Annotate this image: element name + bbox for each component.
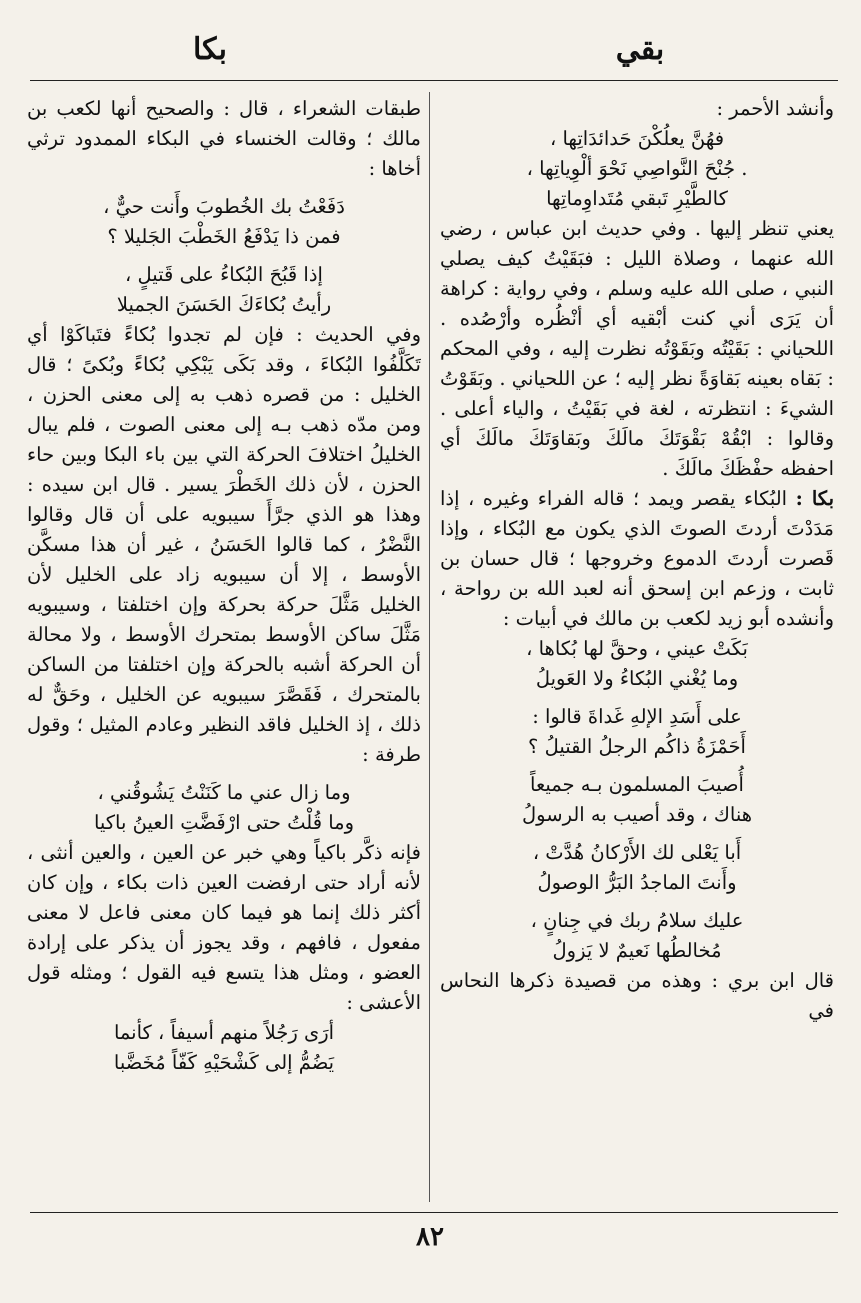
verse-line: على أَسَدِ الإلهِ غَداةَ قالوا : — [532, 705, 742, 728]
entry-text: البُكاء يقصر ويمد ؛ قاله الفراء وغيره ، إذا مَدَدْتَ أردتَ الصوتَ الذي يكون مع البُكاء ، وإذا قَصرت أردتَ الدموع وخروجها ؛ قال حسان بن ثابت ، وزعم ابن إسحق أنه لعبد الله بن رواحة ، وأنشده أبو زيد لكعب بن مالك في أبيات : — [440, 487, 834, 630]
verse-line: أُصيبَ المسلمون بـه جميعاً — [530, 773, 744, 796]
entry-paragraph — [440, 484, 834, 634]
verse-line: عليك سلامُ ربك في جِنانٍ ، — [530, 909, 744, 932]
verse-line: رأيتُ بُكاءَكَ الحَسَنَ الجميلا — [116, 293, 332, 316]
verse-line: أرَى رَجُلاً منهم أسيفاً ، كأنما — [113, 1021, 335, 1044]
entry-headword: بكا : — [795, 487, 834, 510]
verse-line: هناك ، وقد أصيب به الرسولُ — [521, 803, 753, 826]
verse-line: وما يُغْني البُكاءُ ولا العَويلُ — [535, 667, 739, 690]
verse-line: بَكَتْ عيني ، وحقَّ لها بُكاها ، — [526, 637, 748, 660]
verse-line: يَضُمُّ إلى كَشْحَيْهِ كَفّاً مُخَضَّبا — [113, 1051, 335, 1074]
verse-line: وأَنتَ الماجدُ البَرُّ الوصولُ — [537, 871, 737, 894]
verse-line: مُخالطُها نَعيمٌ لا يَزولُ — [552, 939, 722, 962]
verse-line: فهُنَّ يعلُكْنَ حَدائدَاتِها ، — [549, 127, 725, 150]
header-left-word: بكا — [192, 32, 228, 67]
verse-line: دَفَعْتُ بك الخُطوبَ وأَنت حيٌّ ، — [103, 195, 345, 218]
verse-line: أَبا يَعْلى لك الأَرْكانُ هُدَّتْ ، — [532, 841, 742, 864]
column-divider — [429, 92, 430, 1202]
prose-paragraph: فإنه ذكَّر باكياً وهي خبر عن العين ، والعين أنثى ، لأنه أراد حتى ارفضت العين ذات بكاء ، وإن كان أكثر ذلك إنما هو فيما كان معنى فاعل لا معنى مفعول ، فافهم ، وقد يجوز أن يذكر على إرادة العضو ، ومثل هذا يتسع فيه القول ؛ ومثله قول الأعشى : — [27, 841, 421, 1014]
prose-paragraph: يعني تنظر إليها . وفي حديث ابن عباس ، رضي الله عنهما ، وصلاة الليل : فبَقَيْتُ كيف يصلي النبي ، صلى الله عليه وسلم ، وفي رواية : كراهة أن يَرَى أني كنت أبْقيه أي أنْظُره وأرْصُده . اللحياني : بَقَيْتُه وبَقَوْتُه نظرت إليه ، وفي المحكم : بَقاه بعينه بَقاوَةً نظر إليه ؛ عن اللحياني . وبَقَوْتُ الشيءَ : انتظرته ، لغة في بَقَيْتُ ، والياء أعلى . وقالوا : ابْقُهْ بَقْوَتَكَ مالَكَ وبَقاوَتَكَ مالَكَ أي احفظه حفْظَكَ مالَكَ . — [440, 217, 834, 480]
page-number: ٨٢ — [416, 1222, 444, 1252]
right-column — [440, 94, 834, 1204]
left-column — [27, 94, 421, 1204]
verse-line: إذا قَبُحَ البُكاءُ على قَتيلٍ ، — [125, 263, 323, 286]
top-rule — [30, 80, 838, 81]
prose-paragraph: قال ابن بري : وهذه من قصيدة ذكرها النحاس في — [440, 969, 834, 1022]
verse-line: كالطَّيْرِ تَبقي مُتَداوِماتِها — [546, 187, 728, 210]
header-right-word: بقي — [615, 32, 665, 67]
verse-line: وما زال عني ما كَنَنْتُ يَشُوقُني ، — [97, 781, 351, 804]
prose-paragraph: وفي الحديث : فإن لم تجدوا بُكاءً فتَباكَوْا أي تَكَلَّفُوا البُكاءَ ، وقد بَكَى يَبْكِي بُكاءً وبُكىً ؛ قال الخليل : من قصره ذهب به إلى معنى الحزن ، ومن مدّه ذهب بـه إلى معنى الصوت ، فلم يبال الخليلُ اختلافَ الحركة التي بين باء البكا وبين حاء الحزن ، لأن ذلك الخَطْرَ يسير . قال ابن سيده : وهذا هو الذي جرَّأَ سيبويه على أن قال وقالوا النَّضْرُ ، كما قالوا الحَسَنُ ، غير أن هذا مسكَّن الأوسط ، إلا أن سيبويه زاد على الخليل لأن الخليل مَثَّلَ حركة بحركة وإن اختلفتا ، وسيبويه مَثَّلَ ساكن الأوسط بمتحرك الأوسط ، ولا محالة أن الحركة أشبه بالحركة وإن اختلفتا من الساكن بالمتحرك ، فَقَصَّرَ سيبويه عن الخليل ، وحَقٌّ له ذلك ، إذ الخليل فاقد النظير وعادم المثيل ؛ وقول طرفة : — [27, 323, 421, 766]
prose-paragraph: طبقات الشعراء ، قال : والصحيح أنها لكعب بن مالك ؛ وقالت الخنساء في البكاء الممدود ترثي أخاها : — [27, 97, 421, 180]
bottom-rule — [30, 1212, 838, 1213]
verse-line: أَحَمْزَةُ ذاكُم الرجلُ القتيلُ ؟ — [528, 735, 746, 758]
verse-line: فمن ذا يَدْفَعُ الخَطْبَ الجَليلا ؟ — [107, 225, 341, 248]
verse-line: . جُنْحَ النَّواصِي نَحْوَ ألْوِياتِها ، — [526, 157, 748, 180]
verse-line: وما قُلْتُ حتى ارْفَضَّتِ العينُ باكيا — [93, 811, 355, 834]
prose-paragraph: وأنشد الأحمر : — [716, 97, 834, 120]
